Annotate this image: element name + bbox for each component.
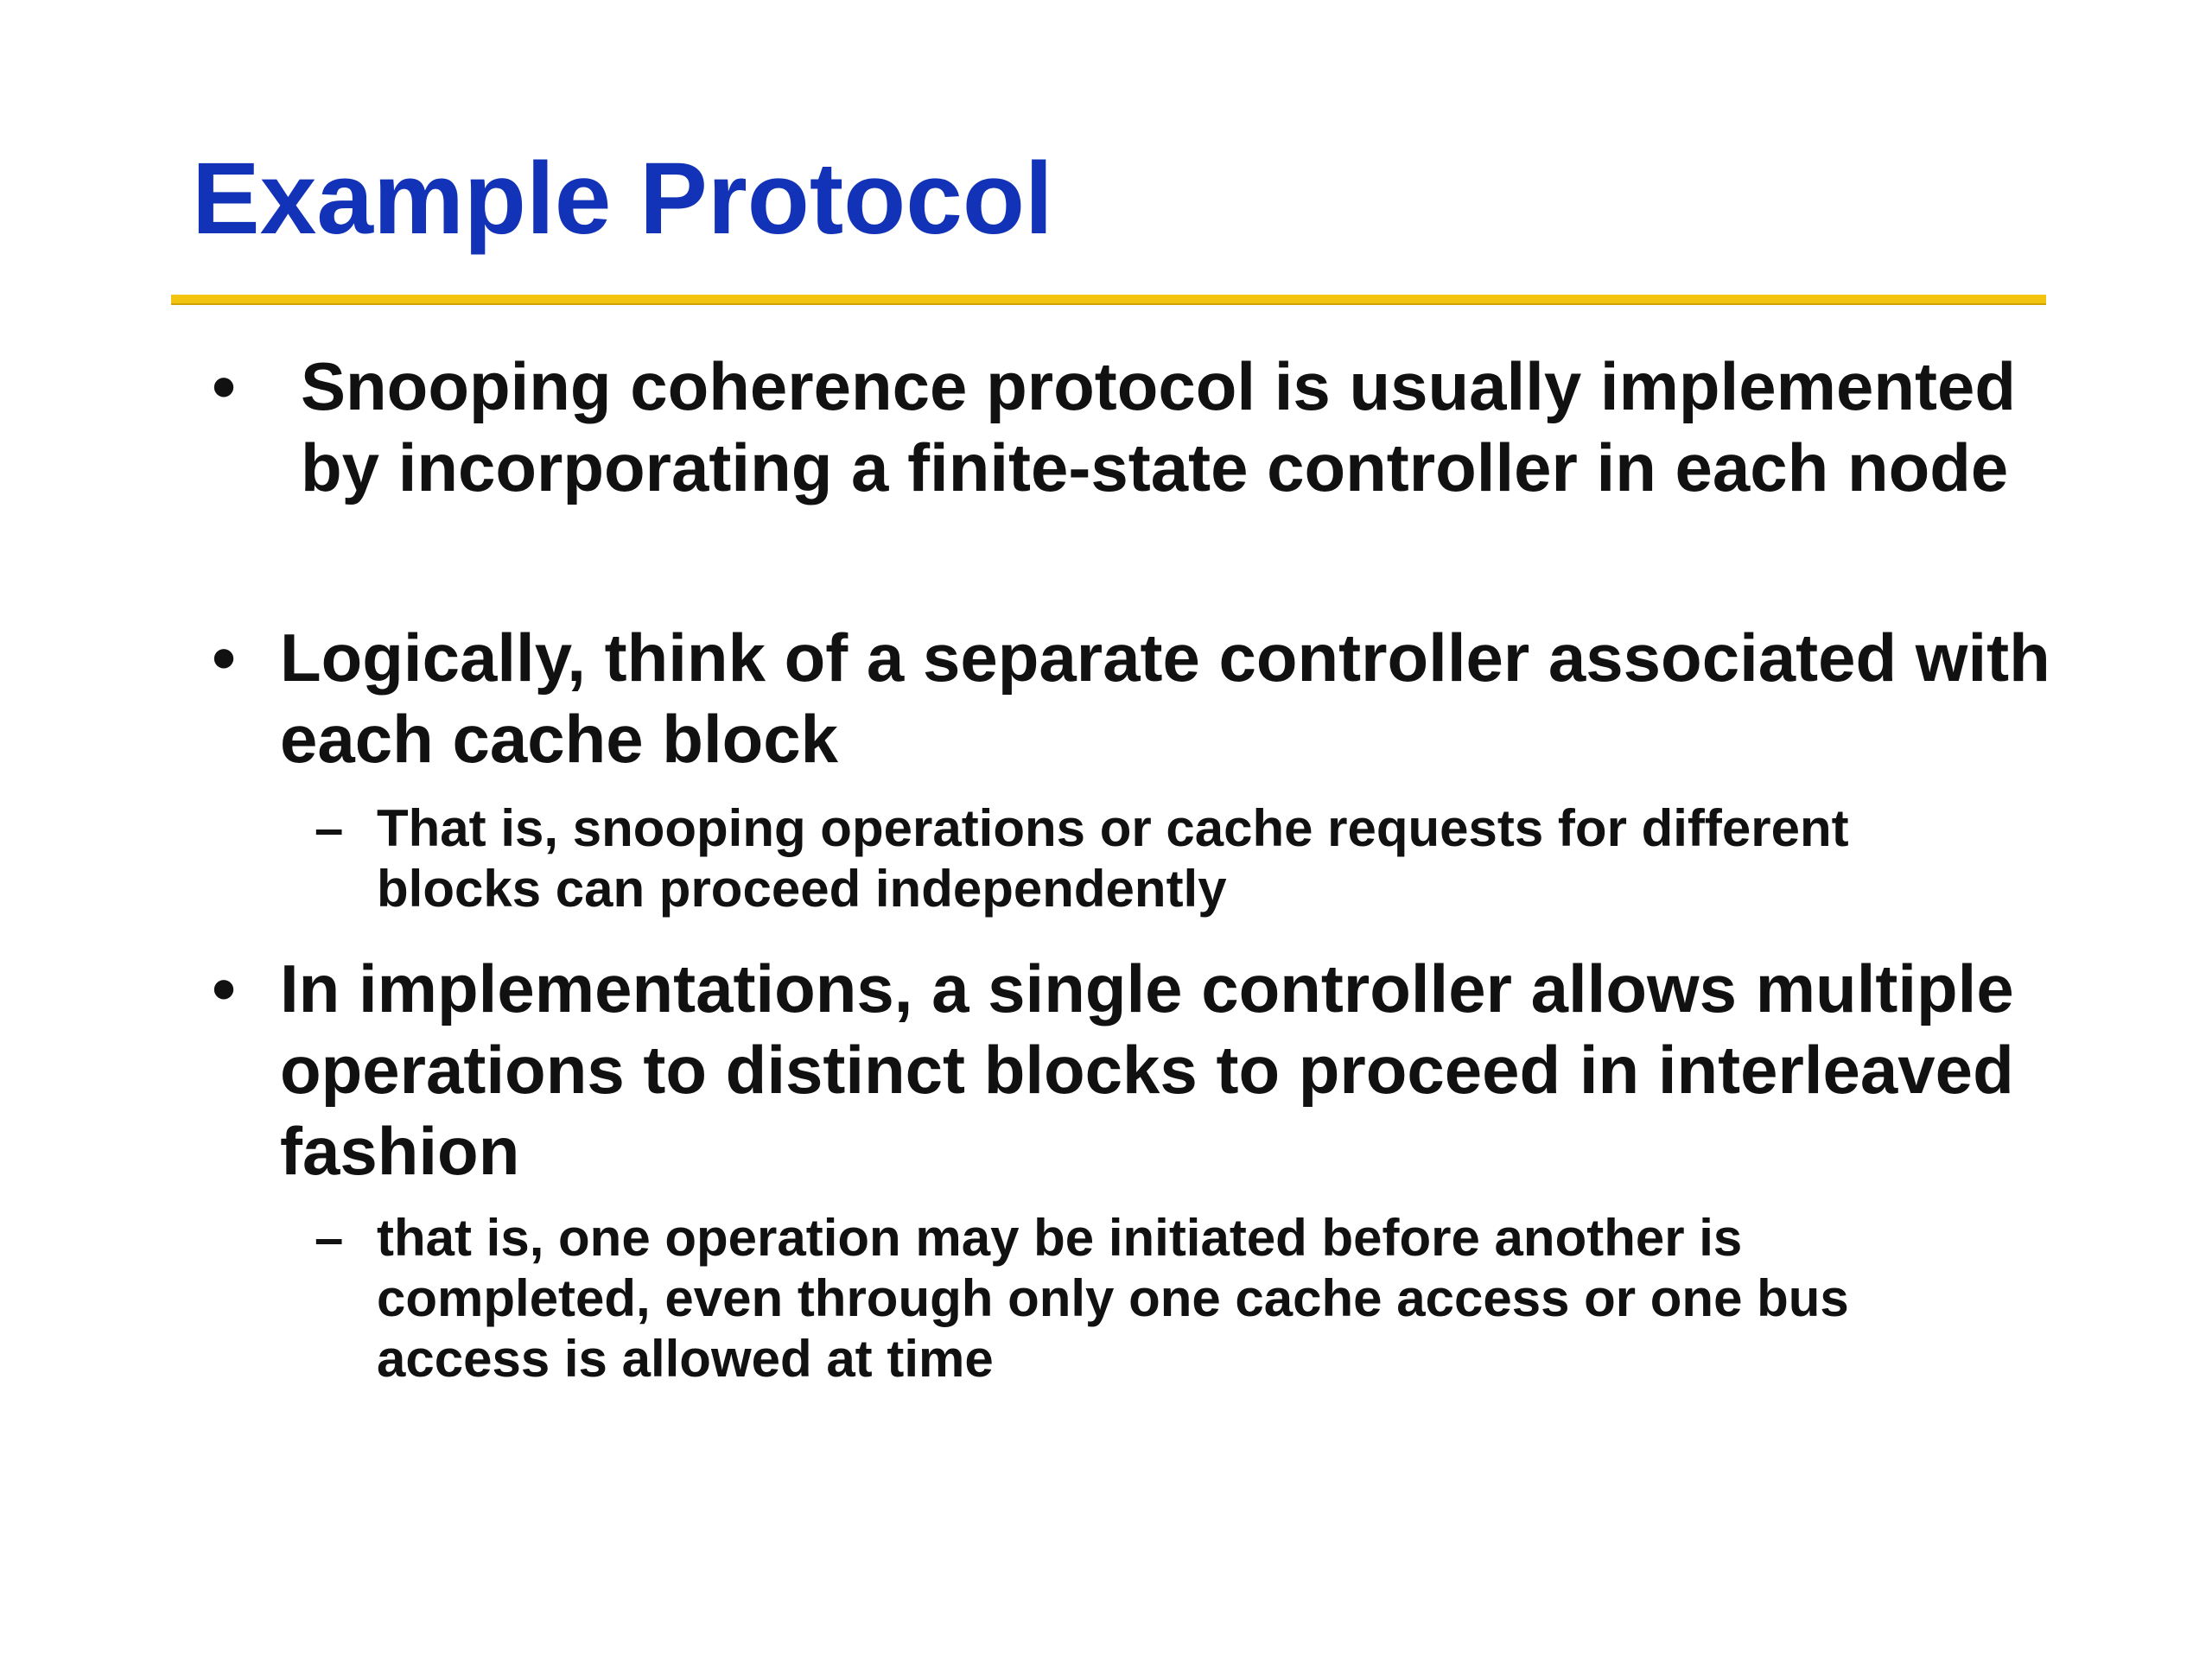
bullet-marker: • xyxy=(212,620,236,696)
bullet-text: Snooping coherence protocol is usually implemented by incorporating a finite-state controller in each node xyxy=(301,348,2017,505)
bullet-marker: • xyxy=(212,950,236,1027)
sub-bullet-item xyxy=(315,798,2018,919)
bullet-item xyxy=(212,346,2077,508)
sub-bullet-text: That is, snooping operations or cache requests for different blocks can proceed independently xyxy=(377,799,1849,918)
sub-bullet-marker: – xyxy=(315,1209,344,1267)
bullet-text: Logically, think of a separate controller associated with each cache block xyxy=(280,620,2050,777)
bullet-marker: • xyxy=(212,348,236,424)
title-divider xyxy=(171,295,2046,305)
sub-bullet-item xyxy=(315,1208,2018,1389)
sub-bullet-text: that is, one operation may be initiated before another is completed, even through only one cache access or one bus access is allowed at time xyxy=(377,1209,1849,1388)
bullet-item xyxy=(212,948,2077,1192)
slide-title: Example Protocol xyxy=(192,142,1053,256)
sub-bullet-marker: – xyxy=(315,799,344,857)
bullet-text: In implementations, a single controller allows multiple operations to distinct blocks to proceed in interleaved fashion xyxy=(280,950,2014,1189)
bullet-item xyxy=(212,617,2077,779)
